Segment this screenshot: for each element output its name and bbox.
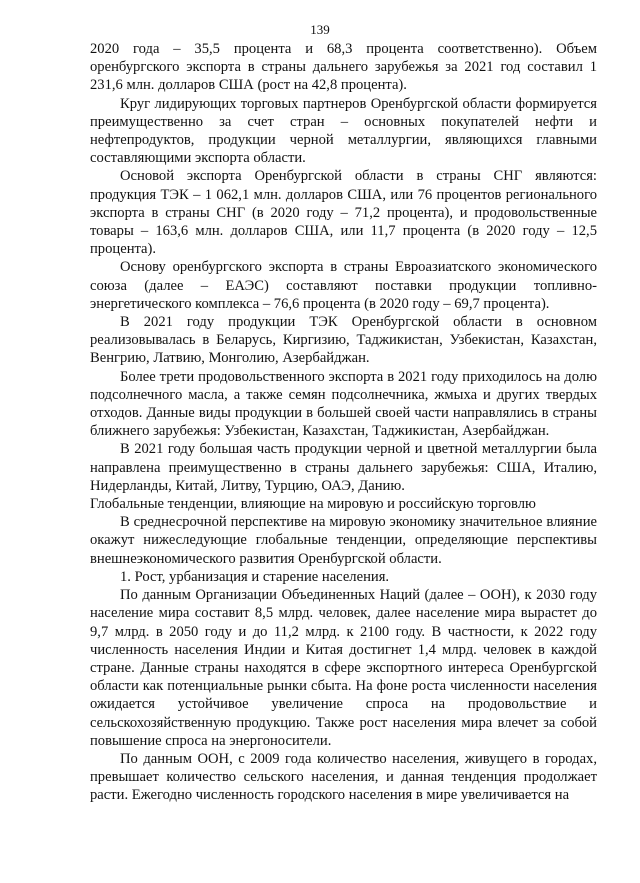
page-number: 139 xyxy=(310,22,330,37)
section-title: Глобальные тенденции, влияющие на мировую и российскую торговлю xyxy=(90,496,536,513)
paragraph: Круг лидирующих торговых партнеров Оренбургской области формируется преимущественно за счет стран – основных покупателей нефти и нефтепродуктов, продукции черной металлургии, являющихся главными составляющими экспорта области. xyxy=(90,95,597,167)
paragraph: Основой экспорта Оренбургской области в страны СНГ являются: продукция ТЭК – 1 062,1 млн. долларов США, или 76 процентов регионального экспорта в страны СНГ (в 2020 году – 71,2 процента), и продовольственные товары – 163,6 млн. долларов США, или 11,7 процента (в 2020 году – 12,5 процента). xyxy=(90,168,597,258)
paragraph: В 2021 году продукции ТЭК Оренбургской области в основном реализовывалась в Беларусь, Киргизию, Таджикистан, Узбекистан, Казахстан, Венгрию, Латвию, Монголию, Азербайджан. xyxy=(90,314,597,367)
paragraph: В 2021 году большая часть продукции черной и цветной металлургии была направлена преимущественно в страны дальнего зарубежья: США, Италию, Нидерланды, Китай, Литву, Турцию, ОАЭ, Данию. xyxy=(90,441,597,494)
paragraph: Основу оренбургского экспорта в страны Евроазиатского экономического союза (далее – ЕАЭС) составляют поставки продукции топливно-энергетического комплекса – 76,6 процента (в 2020 году – 69,7 процента). xyxy=(90,259,597,312)
paragraph: В среднесрочной перспективе на мировую экономику значительное влияние окажут нижеследующие глобальные тенденции, определяющие перспективы внешнеэкономического развития Оренбургской области. xyxy=(90,514,597,567)
paragraph: Более трети продовольственного экспорта в 2021 году приходилось на долю подсолнечного масла, а также семян подсолнечника, жмыха и других твердых отходов. Данные виды продукции в большей своей части направлялись в страны ближнего зарубежья: Узбекистан, Казахстан, Таджикистан, Азербайджан. xyxy=(90,368,597,440)
paragraph: По данным Организации Объединенных Наций (далее – ООН), к 2030 году население мира составит 8,5 млрд. человек, далее население мира вырастет до 9,7 млрд. в 2050 году и до 11,2 млрд. к 2100 году. В частности, к 2022 году численность населения Индии и Китая достигнет 1,4 млрд. человек в каждой стране. Данные страны находятся в сфере экспортного интереса Оренбургской области как потенциальные рынки сбыта. На фоне роста численности населения ожидается устойчивое увеличение спроса на продовольствие и сельскохозяйственную продукцию. Также рост населения мира влечет за собой повышение спроса на энергоносители. xyxy=(90,587,597,749)
paragraph: 1. Рост, урбанизация и старение населения. xyxy=(120,568,390,585)
paragraph: По данным ООН, с 2009 года количество населения, живущего в городах, превышает количество сельского населения, и данная тенденция продолжает расти. Ежегодно численность городского населения в мире увеличивается на xyxy=(90,750,597,804)
paragraph: 2020 года – 35,5 процента и 68,3 процента соответственно). Объем оренбургского экспорта в страны дальнего зарубежья за 2021 год составил 1 231,6 млн. долларов США (рост на 42,8 процента). xyxy=(90,41,597,94)
page-content xyxy=(90,40,597,805)
